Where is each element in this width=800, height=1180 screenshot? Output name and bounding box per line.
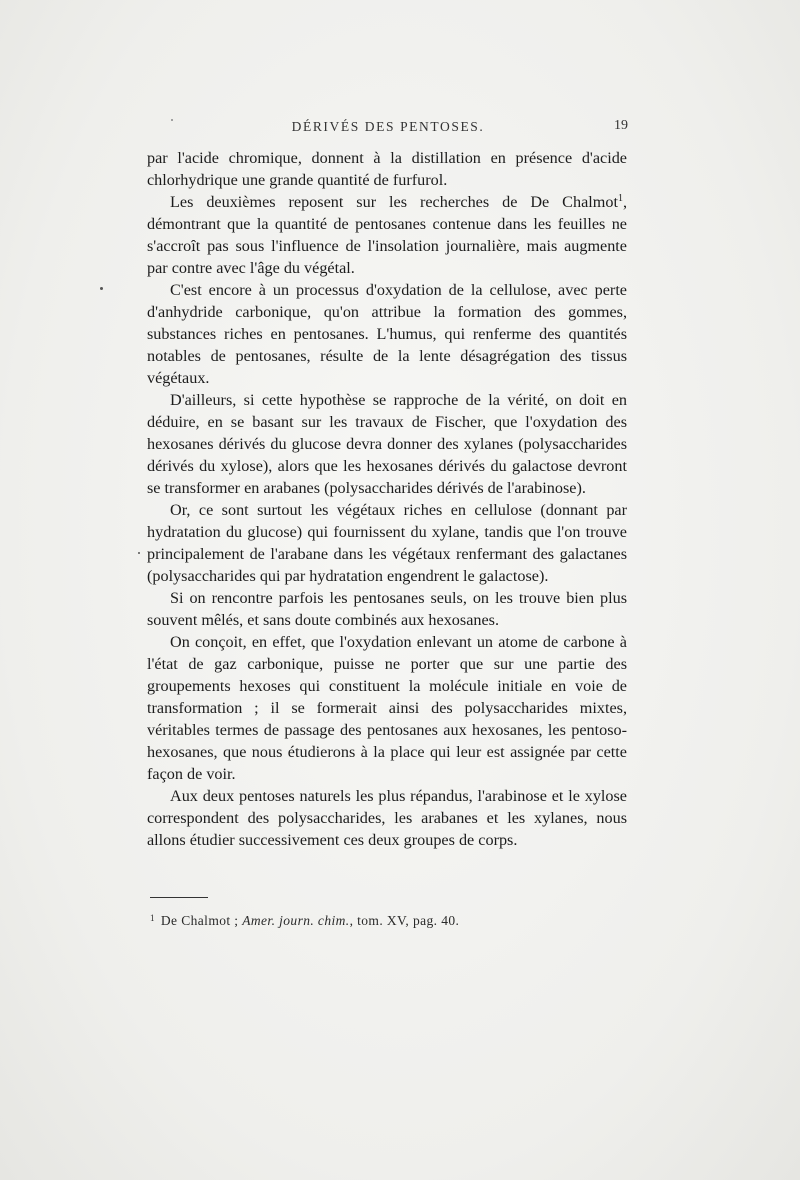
page-number: 19 xyxy=(614,118,628,133)
body-text xyxy=(147,147,627,851)
footnote-details: , tom. XV, pag. 40. xyxy=(349,913,460,928)
footnote-separator xyxy=(150,897,208,898)
paragraph-2-end: , démontrant que la quantité de pentosanes contenue dans les feuilles ne s'accroît pas sous l'influence de l'insolation journalière, mais augmente par contre avec l'âge du végétal. xyxy=(147,193,627,277)
paragraph-3: C'est encore à un processus d'oxydation de la cellulose, avec perte d'anhydride carbonique, qu'on attribue la formation des gommes, substances riches en pentosanes. L'humus, qui renferme des quantités notables de pentosanes, résulte de la lente désagrégation des tissus végétaux. xyxy=(147,281,627,387)
print-speck xyxy=(138,552,140,554)
paragraph-1: par l'acide chromique, donnent à la distillation en présence d'acide chlorhydrique une grande quantité de furfurol. xyxy=(147,149,627,189)
footnote-reference: 1 xyxy=(617,193,623,204)
footnote-journal: Amer. journ. chim. xyxy=(242,913,350,928)
running-title: DÉRIVÉS DES PENTOSES. xyxy=(291,119,485,134)
footnote-marker: 1 xyxy=(150,913,155,923)
footnote-author: De Chalmot ; xyxy=(160,913,239,928)
paragraph-4: D'ailleurs, si cette hypothèse se rapproche de la vérité, on doit en déduire, en se basant sur les travaux de Fischer, que l'oxydation des hexosanes dérivés du glucose devra donner des xylanes (polysaccharides dérivés du xylose), alors que les hexosanes dérivés du galactose devront se transformer en arabanes (polysaccharides dérivés de l'arabinose). xyxy=(147,391,627,497)
paragraph-8: Aux deux pentoses naturels les plus répandus, l'arabinose et le xylose correspondent des polysaccharides, les arabanes et les xylanes, nous allons étudier successivement ces deux groupes de corps. xyxy=(147,787,627,849)
paragraph-6: Si on rencontre parfois les pentosanes seuls, on les trouve bien plus souvent mêlés, et sans doute combinés aux hexosanes. xyxy=(147,589,627,629)
paragraph-7: On conçoit, en effet, que l'oxydation enlevant un atome de carbone à l'état de gaz carbonique, puisse ne porter que sur une partie des groupements hexoses qui constituent la molécule initiale en voie de transformation ; il se formerait ainsi des polysaccharides mixtes, véritables termes de passage des pentosanes aux hexosanes, les pentoso-hexosanes, que nous étudierons à la place qui leur est assignée par cette façon de voir. xyxy=(147,633,627,783)
paragraph-2 xyxy=(147,191,627,279)
footnote xyxy=(150,913,630,929)
print-speck xyxy=(171,119,173,121)
print-speck xyxy=(100,287,103,290)
paragraph-2-start: Les deuxièmes reposent sur les recherches de De Chalmot xyxy=(170,193,618,211)
paragraph-5: Or, ce sont surtout les végétaux riches en cellulose (donnant par hydratation du glucose) qui fournissent du xylane, tandis que l'on trouve principalement de l'arabane dans les végétaux renfermant des galactanes (polysaccharides qui par hydratation engendrent le galactose). xyxy=(147,501,627,585)
page-header xyxy=(148,119,628,139)
